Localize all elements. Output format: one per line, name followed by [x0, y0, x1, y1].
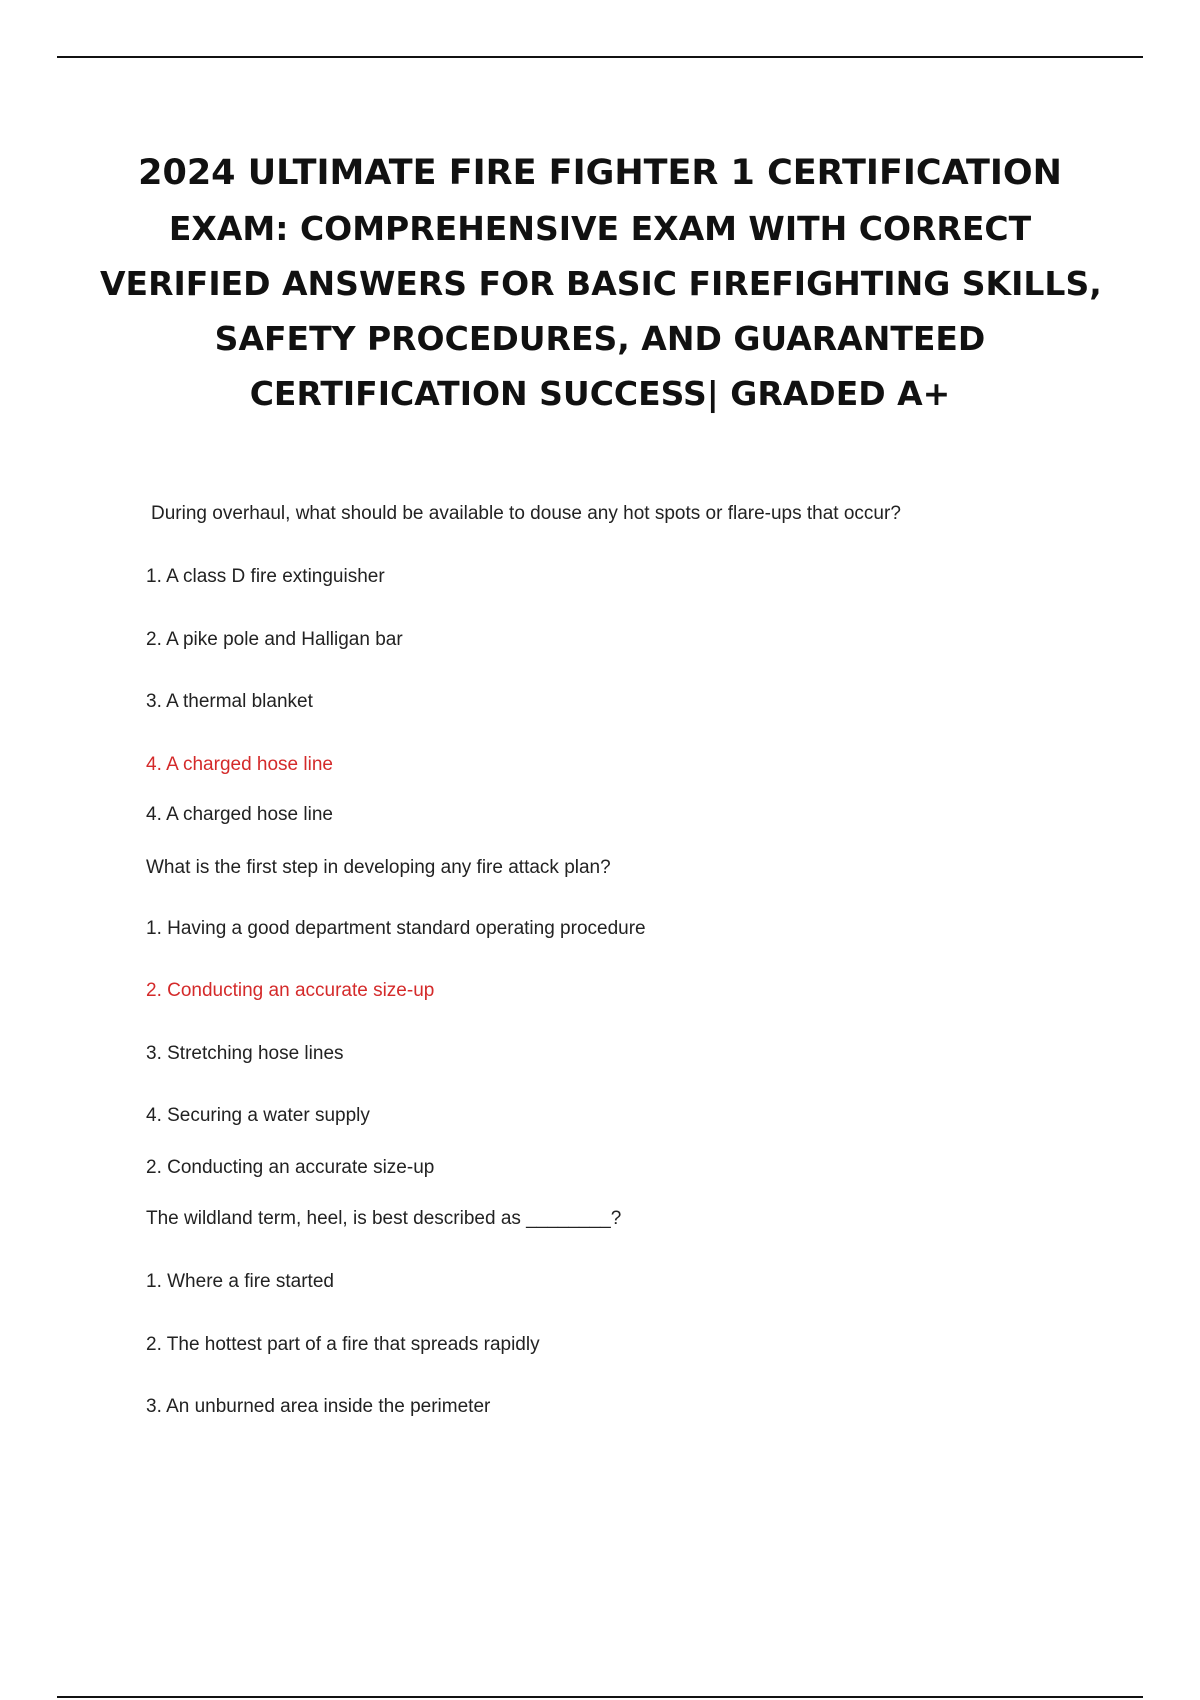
title-line: VERIFIED ANSWERS FOR BASIC FIREFIGHTING SKILLS,	[100, 264, 1102, 303]
highlighted-correct-answer: 4. A charged hose line	[146, 754, 333, 775]
highlighted-correct-answer: 2. Conducting an accurate size-up	[146, 980, 435, 1001]
question-text: The wildland term, heel, is best described as ________?	[146, 1208, 622, 1229]
answer-option: 3. A thermal blanket	[146, 691, 313, 712]
answer-option: 3. Stretching hose lines	[146, 1043, 344, 1064]
answer-option: 4. Securing a water supply	[146, 1105, 370, 1126]
answer-option: 2. The hottest part of a fire that spreads rapidly	[146, 1334, 540, 1355]
correct-answer: 4. A charged hose line	[146, 804, 333, 825]
document-title	[100, 146, 1100, 421]
correct-answer: 2. Conducting an accurate size-up	[146, 1157, 435, 1178]
answer-option: 1. Where a fire started	[146, 1271, 334, 1292]
answer-option: 1. A class D fire extinguisher	[146, 566, 385, 587]
answer-option: 1. Having a good department standard operating procedure	[146, 918, 646, 939]
answer-option: 2. A pike pole and Halligan bar	[146, 629, 403, 650]
title-line: CERTIFICATION SUCCESS| GRADED A+	[249, 374, 951, 413]
question-text: During overhaul, what should be available to douse any hot spots or flare-ups that occur?	[151, 503, 901, 524]
title-line: SAFETY PROCEDURES, AND GUARANTEED	[214, 319, 986, 358]
title-line: 2024 ULTIMATE FIRE FIGHTER 1 CERTIFICATION	[138, 153, 1062, 193]
question-text: What is the first step in developing any fire attack plan?	[146, 857, 611, 878]
title-line: EXAM: COMPREHENSIVE EXAM WITH CORRECT	[168, 209, 1032, 248]
answer-option: 3. An unburned area inside the perimeter	[146, 1396, 491, 1417]
bottom-rule	[57, 1696, 1143, 1698]
top-rule	[57, 56, 1143, 58]
